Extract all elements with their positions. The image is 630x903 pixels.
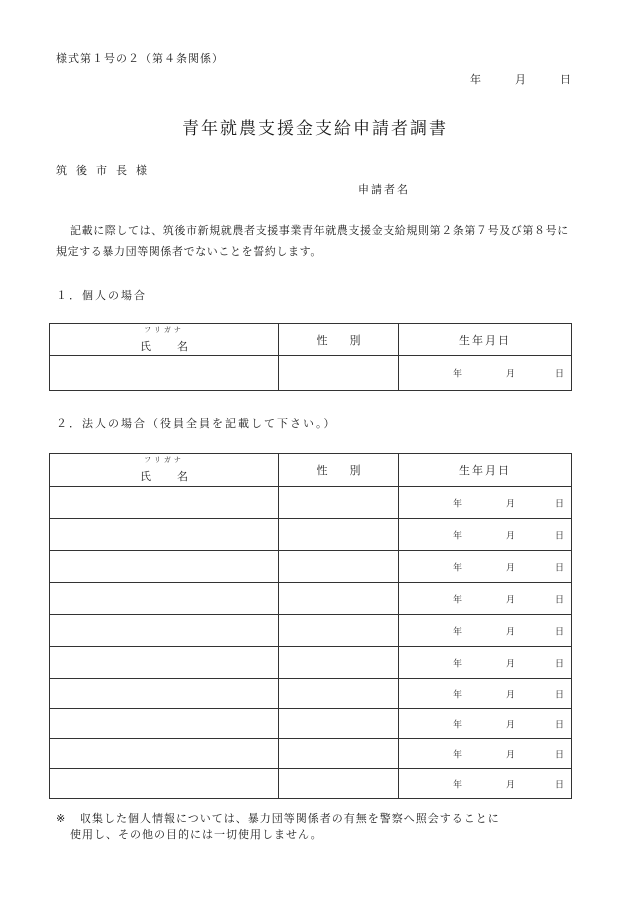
dob-cell[interactable] — [399, 583, 572, 615]
dob-day-label: 日 — [555, 627, 565, 637]
dob-cell[interactable] — [399, 709, 572, 739]
section1-heading: １．個人の場合 — [56, 289, 147, 302]
gender-cell[interactable] — [279, 551, 399, 583]
dob-header: 生年月日 — [399, 454, 572, 487]
name-cell[interactable] — [50, 709, 279, 739]
officer-row — [50, 519, 572, 551]
name-cell[interactable] — [50, 679, 279, 709]
dob-year-label: 年 — [453, 780, 463, 790]
dob-year-label: 年 — [453, 499, 463, 509]
dob-month-label: 月 — [506, 690, 516, 700]
dob-month-label: 月 — [506, 563, 516, 573]
form-number: 様式第１号の２（第４条関係） — [56, 52, 224, 65]
officer-row — [50, 739, 572, 769]
dob-year-label: 年 — [453, 563, 463, 573]
date-day-label: 日 — [560, 73, 571, 86]
gender-cell[interactable] — [279, 709, 399, 739]
furigana-label: フリガナ — [144, 326, 184, 334]
name-cell[interactable] — [50, 739, 279, 769]
gender-cell[interactable] — [279, 739, 399, 769]
dob-day-label: 日 — [555, 499, 565, 509]
dob-year-label: 年 — [453, 659, 463, 669]
individual-table — [49, 323, 572, 391]
name-cell[interactable] — [50, 519, 279, 551]
dob-cell[interactable] — [399, 679, 572, 709]
dob-day-label: 日 — [555, 780, 565, 790]
gender-cell[interactable] — [279, 647, 399, 679]
dob-day-label: 日 — [555, 531, 565, 541]
officer-row — [50, 679, 572, 709]
dob-day-label: 日 — [555, 595, 565, 605]
name-cell[interactable] — [50, 769, 279, 799]
dob-year-label: 年 — [453, 720, 463, 730]
name-label: 氏名 — [140, 340, 214, 353]
dob-month-label: 月 — [506, 720, 516, 730]
name-cell[interactable] — [50, 647, 279, 679]
dob-day-label: 日 — [555, 369, 565, 380]
name-cell[interactable] — [50, 615, 279, 647]
officer-row — [50, 647, 572, 679]
dob-month-label: 月 — [506, 531, 516, 541]
note-line2: 使用し、その他の目的には一切使用しません。 — [70, 828, 323, 841]
officer-row — [50, 709, 572, 739]
dob-cell[interactable] — [399, 487, 572, 519]
name-cell[interactable] — [50, 583, 279, 615]
privacy-note — [56, 811, 576, 843]
note-mark: ※ — [56, 812, 67, 825]
dob-year-label: 年 — [453, 369, 463, 380]
gender-cell[interactable] — [279, 769, 399, 799]
dob-cell[interactable] — [399, 739, 572, 769]
dob-cell[interactable] — [399, 615, 572, 647]
gender-header: 性別 — [279, 324, 399, 356]
corporate-table — [49, 453, 572, 799]
dob-year-label: 年 — [453, 595, 463, 605]
dob-day-label: 日 — [555, 690, 565, 700]
furigana-label: フリガナ — [144, 456, 184, 464]
name-cell[interactable] — [50, 551, 279, 583]
name-header — [50, 324, 279, 356]
name-cell[interactable] — [50, 356, 279, 391]
officer-row — [50, 487, 572, 519]
note-line1: 収集した個人情報については、暴力団等関係者の有無を警察へ照会することに — [80, 812, 500, 825]
pledge-text: 記載に際しては、筑後市新規就農者支援事業青年就農支援金支給規則第２条第７号及び第８号に規定する暴力団等関係者でないことを誓約します。 — [56, 224, 569, 258]
date-month-label: 月 — [515, 73, 526, 86]
gender-cell[interactable] — [279, 519, 399, 551]
name-cell[interactable] — [50, 487, 279, 519]
dob-cell[interactable] — [399, 769, 572, 799]
name-header — [50, 454, 279, 487]
corporate-header-row — [50, 454, 572, 487]
officer-row — [50, 583, 572, 615]
dob-month-label: 月 — [506, 369, 516, 380]
document-title: 青年就農支援金支給申請者調書 — [182, 119, 448, 139]
gender-cell[interactable] — [279, 583, 399, 615]
dob-month-label: 月 — [506, 780, 516, 790]
dob-year-label: 年 — [453, 690, 463, 700]
officer-row — [50, 551, 572, 583]
dob-cell[interactable] — [399, 519, 572, 551]
dob-month-label: 月 — [506, 499, 516, 509]
individual-header-row — [50, 324, 572, 356]
dob-year-label: 年 — [453, 627, 463, 637]
dob-header: 生年月日 — [399, 324, 572, 356]
officer-row — [50, 615, 572, 647]
gender-cell[interactable] — [279, 679, 399, 709]
dob-month-label: 月 — [506, 659, 516, 669]
dob-day-label: 日 — [555, 750, 565, 760]
dob-month-label: 月 — [506, 595, 516, 605]
name-label: 氏名 — [140, 470, 214, 483]
dob-year-label: 年 — [453, 750, 463, 760]
dob-day-label: 日 — [555, 563, 565, 573]
dob-cell[interactable] — [399, 356, 572, 391]
gender-cell[interactable] — [279, 487, 399, 519]
dob-day-label: 日 — [555, 659, 565, 669]
addressee: 筑後市長様 — [56, 164, 156, 177]
applicant-name-label: 申請者名 — [358, 183, 410, 196]
officer-row — [50, 769, 572, 799]
dob-month-label: 月 — [506, 750, 516, 760]
dob-month-label: 月 — [506, 627, 516, 637]
individual-row — [50, 356, 572, 391]
dob-year-label: 年 — [453, 531, 463, 541]
dob-cell[interactable] — [399, 647, 572, 679]
gender-cell[interactable] — [279, 356, 399, 391]
dob-day-label: 日 — [555, 720, 565, 730]
section2-heading: ２．法人の場合（役員全員を記載して下さい。） — [56, 417, 337, 430]
dob-cell[interactable] — [399, 551, 572, 583]
gender-cell[interactable] — [279, 615, 399, 647]
gender-header: 性別 — [279, 454, 399, 487]
date-year-label: 年 — [470, 73, 481, 86]
